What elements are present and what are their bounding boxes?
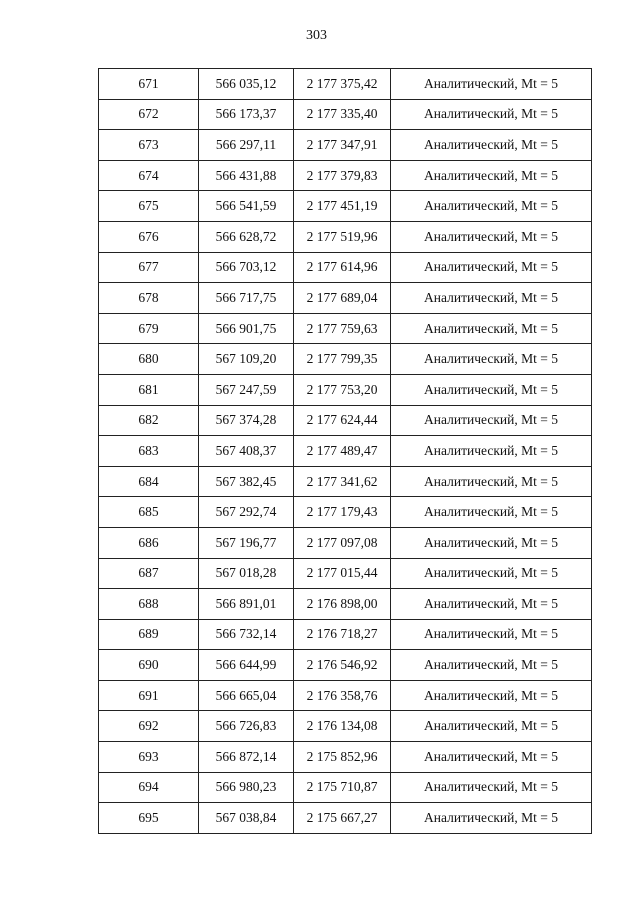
y-coordinate-cell: 2 177 347,91 [294, 130, 391, 161]
method-cell: Аналитический, Mt = 5 [391, 680, 592, 711]
x-coordinate-cell: 567 038,84 [199, 803, 294, 834]
y-coordinate-cell: 2 177 341,62 [294, 466, 391, 497]
table-row [99, 558, 592, 589]
table-row [99, 589, 592, 620]
point-number-cell: 694 [99, 772, 199, 803]
point-number-cell: 673 [99, 130, 199, 161]
table-row [99, 130, 592, 161]
point-number-cell: 680 [99, 344, 199, 375]
table-row [99, 313, 592, 344]
point-number-cell: 693 [99, 742, 199, 773]
method-cell: Аналитический, Mt = 5 [391, 191, 592, 222]
x-coordinate-cell: 566 431,88 [199, 160, 294, 191]
point-number-cell: 692 [99, 711, 199, 742]
table-row [99, 221, 592, 252]
table-row [99, 650, 592, 681]
table-row [99, 742, 592, 773]
coordinates-table [98, 68, 592, 834]
x-coordinate-cell: 566 726,83 [199, 711, 294, 742]
table-row [99, 374, 592, 405]
y-coordinate-cell: 2 177 335,40 [294, 99, 391, 130]
point-number-cell: 690 [99, 650, 199, 681]
y-coordinate-cell: 2 176 134,08 [294, 711, 391, 742]
table-row [99, 252, 592, 283]
method-cell: Аналитический, Mt = 5 [391, 466, 592, 497]
x-coordinate-cell: 567 374,28 [199, 405, 294, 436]
y-coordinate-cell: 2 175 667,27 [294, 803, 391, 834]
point-number-cell: 689 [99, 619, 199, 650]
point-number-cell: 675 [99, 191, 199, 222]
table-row [99, 527, 592, 558]
table-row [99, 772, 592, 803]
point-number-cell: 683 [99, 436, 199, 467]
table-row [99, 436, 592, 467]
method-cell: Аналитический, Mt = 5 [391, 589, 592, 620]
point-number-cell: 695 [99, 803, 199, 834]
method-cell: Аналитический, Mt = 5 [391, 772, 592, 803]
method-cell: Аналитический, Mt = 5 [391, 160, 592, 191]
y-coordinate-cell: 2 177 375,42 [294, 69, 391, 100]
point-number-cell: 691 [99, 680, 199, 711]
y-coordinate-cell: 2 177 614,96 [294, 252, 391, 283]
y-coordinate-cell: 2 177 379,83 [294, 160, 391, 191]
x-coordinate-cell: 566 732,14 [199, 619, 294, 650]
point-number-cell: 685 [99, 497, 199, 528]
coordinates-table-body [99, 69, 592, 834]
y-coordinate-cell: 2 176 546,92 [294, 650, 391, 681]
point-number-cell: 681 [99, 374, 199, 405]
x-coordinate-cell: 566 541,59 [199, 191, 294, 222]
point-number-cell: 684 [99, 466, 199, 497]
table-row [99, 69, 592, 100]
method-cell: Аналитический, Mt = 5 [391, 558, 592, 589]
method-cell: Аналитический, Mt = 5 [391, 221, 592, 252]
y-coordinate-cell: 2 177 519,96 [294, 221, 391, 252]
table-row [99, 99, 592, 130]
x-coordinate-cell: 566 665,04 [199, 680, 294, 711]
x-coordinate-cell: 566 872,14 [199, 742, 294, 773]
x-coordinate-cell: 567 382,45 [199, 466, 294, 497]
method-cell: Аналитический, Mt = 5 [391, 650, 592, 681]
y-coordinate-cell: 2 176 358,76 [294, 680, 391, 711]
x-coordinate-cell: 566 644,99 [199, 650, 294, 681]
y-coordinate-cell: 2 177 624,44 [294, 405, 391, 436]
point-number-cell: 682 [99, 405, 199, 436]
x-coordinate-cell: 566 297,11 [199, 130, 294, 161]
y-coordinate-cell: 2 177 689,04 [294, 283, 391, 314]
method-cell: Аналитический, Mt = 5 [391, 711, 592, 742]
table-row [99, 344, 592, 375]
point-number-cell: 674 [99, 160, 199, 191]
method-cell: Аналитический, Mt = 5 [391, 497, 592, 528]
y-coordinate-cell: 2 177 451,19 [294, 191, 391, 222]
point-number-cell: 676 [99, 221, 199, 252]
table-row [99, 803, 592, 834]
table-row [99, 283, 592, 314]
table-row [99, 405, 592, 436]
y-coordinate-cell: 2 177 489,47 [294, 436, 391, 467]
method-cell: Аналитический, Mt = 5 [391, 130, 592, 161]
x-coordinate-cell: 567 196,77 [199, 527, 294, 558]
point-number-cell: 671 [99, 69, 199, 100]
x-coordinate-cell: 566 980,23 [199, 772, 294, 803]
table-row [99, 466, 592, 497]
y-coordinate-cell: 2 177 179,43 [294, 497, 391, 528]
point-number-cell: 686 [99, 527, 199, 558]
table-row [99, 191, 592, 222]
method-cell: Аналитический, Mt = 5 [391, 99, 592, 130]
method-cell: Аналитический, Mt = 5 [391, 252, 592, 283]
point-number-cell: 672 [99, 99, 199, 130]
x-coordinate-cell: 567 018,28 [199, 558, 294, 589]
table-row [99, 711, 592, 742]
y-coordinate-cell: 2 177 799,35 [294, 344, 391, 375]
method-cell: Аналитический, Mt = 5 [391, 313, 592, 344]
method-cell: Аналитический, Mt = 5 [391, 69, 592, 100]
y-coordinate-cell: 2 177 759,63 [294, 313, 391, 344]
table-row [99, 497, 592, 528]
table-row [99, 619, 592, 650]
method-cell: Аналитический, Mt = 5 [391, 527, 592, 558]
method-cell: Аналитический, Mt = 5 [391, 619, 592, 650]
x-coordinate-cell: 567 247,59 [199, 374, 294, 405]
y-coordinate-cell: 2 175 852,96 [294, 742, 391, 773]
y-coordinate-cell: 2 176 898,00 [294, 589, 391, 620]
table-row [99, 680, 592, 711]
point-number-cell: 679 [99, 313, 199, 344]
x-coordinate-cell: 567 408,37 [199, 436, 294, 467]
point-number-cell: 677 [99, 252, 199, 283]
x-coordinate-cell: 566 891,01 [199, 589, 294, 620]
method-cell: Аналитический, Mt = 5 [391, 803, 592, 834]
x-coordinate-cell: 566 901,75 [199, 313, 294, 344]
point-number-cell: 678 [99, 283, 199, 314]
x-coordinate-cell: 566 717,75 [199, 283, 294, 314]
x-coordinate-cell: 566 173,37 [199, 99, 294, 130]
point-number-cell: 687 [99, 558, 199, 589]
y-coordinate-cell: 2 175 710,87 [294, 772, 391, 803]
x-coordinate-cell: 566 703,12 [199, 252, 294, 283]
x-coordinate-cell: 566 035,12 [199, 69, 294, 100]
y-coordinate-cell: 2 176 718,27 [294, 619, 391, 650]
method-cell: Аналитический, Mt = 5 [391, 344, 592, 375]
method-cell: Аналитический, Mt = 5 [391, 283, 592, 314]
table-row [99, 160, 592, 191]
method-cell: Аналитический, Mt = 5 [391, 436, 592, 467]
method-cell: Аналитический, Mt = 5 [391, 405, 592, 436]
y-coordinate-cell: 2 177 753,20 [294, 374, 391, 405]
page-number: 303 [306, 28, 327, 43]
point-number-cell: 688 [99, 589, 199, 620]
method-cell: Аналитический, Mt = 5 [391, 374, 592, 405]
x-coordinate-cell: 566 628,72 [199, 221, 294, 252]
x-coordinate-cell: 567 109,20 [199, 344, 294, 375]
y-coordinate-cell: 2 177 097,08 [294, 527, 391, 558]
x-coordinate-cell: 567 292,74 [199, 497, 294, 528]
method-cell: Аналитический, Mt = 5 [391, 742, 592, 773]
y-coordinate-cell: 2 177 015,44 [294, 558, 391, 589]
